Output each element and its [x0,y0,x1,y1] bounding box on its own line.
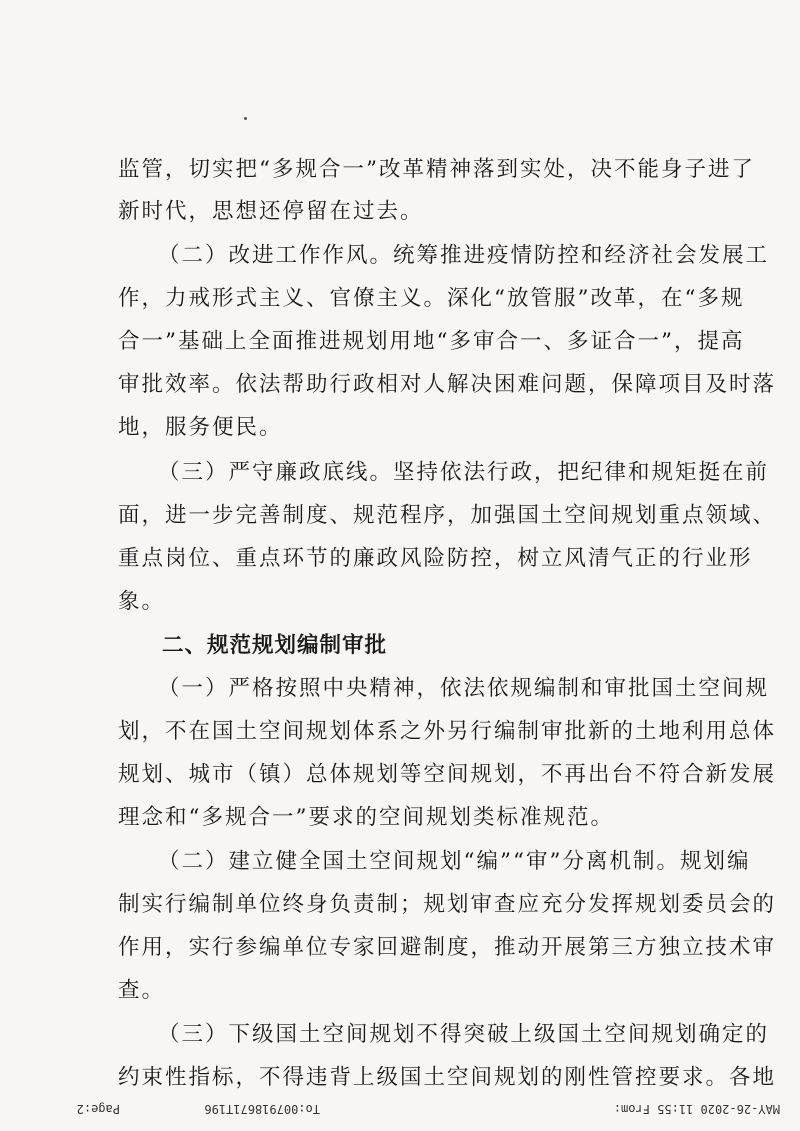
body-line: 审批效率。依法帮助行政相对人解决困难问题，保障项目及时落 [118,372,777,397]
body-line: 作，力戒形式主义、官僚主义。深化“放管服”改革，在“多规 [118,286,745,311]
body-line: 约束性指标，不得违背上级国土空间规划的刚性管控要求。各地 [118,1065,777,1090]
body-line: （二）建立健全国土空间规划“编”“审”分离机制。规划编 [158,849,751,874]
body-line: 制实行编制单位终身负责制；规划审查应充分发挥规划委员会的 [118,892,777,917]
body-line: 象。 [118,589,166,614]
body-line: 理念和“多规合一”要求的空间规划类标准规范。 [118,805,614,830]
body-line: （一）严格按照中央精神，依法依规编制和审批国土空间规 [158,676,770,701]
body-line: 新时代，思想还停留在过去。 [118,199,424,224]
body-line: 划，不在国土空间规划体系之外另行编制审批新的土地利用总体 [118,719,777,744]
body-line: 监管，切实把“多规合一”改革精神落到实处，决不能身子进了 [118,157,755,182]
body-line: （二）改进工作作风。统筹推进疫情防控和经济社会发展工 [158,243,770,268]
body-line: （三）下级国土空间规划不得突破上级国土空间规划确定的 [158,1022,770,1047]
body-line: 查。 [118,978,166,1003]
fax-datetime: MAY-26-2020 11:55 From: [613,1102,780,1116]
body-line: 面，进一步完善制度、规范程序，加强国土空间规划重点领域、 [118,503,777,528]
scan-speck [244,117,247,120]
body-line: 重点岗位、重点环节的廉政风险防控，树立风清气正的行业形 [118,546,753,571]
body-line: 合一”基础上全面推进规划用地“多审合一、多证合一”，提高 [118,329,745,354]
fax-page: Page:2 [76,1102,120,1116]
body-line: 地，服务便民。 [118,415,283,440]
fax-to: To:007918671T196 [204,1102,320,1116]
fax-header [0,1094,800,1124]
body-line: （三）严守廉政底线。坚持依法行政，把纪律和规矩挺在前 [158,460,770,485]
body-line: 作用，实行参编单位专家回避制度，推动开展第三方独立技术审 [118,935,777,960]
section-heading: 二、规范规划编制审批 [162,633,388,658]
body-line: 规划、城市（镇）总体规划等空间规划，不再出台不符合新发展 [118,762,777,787]
